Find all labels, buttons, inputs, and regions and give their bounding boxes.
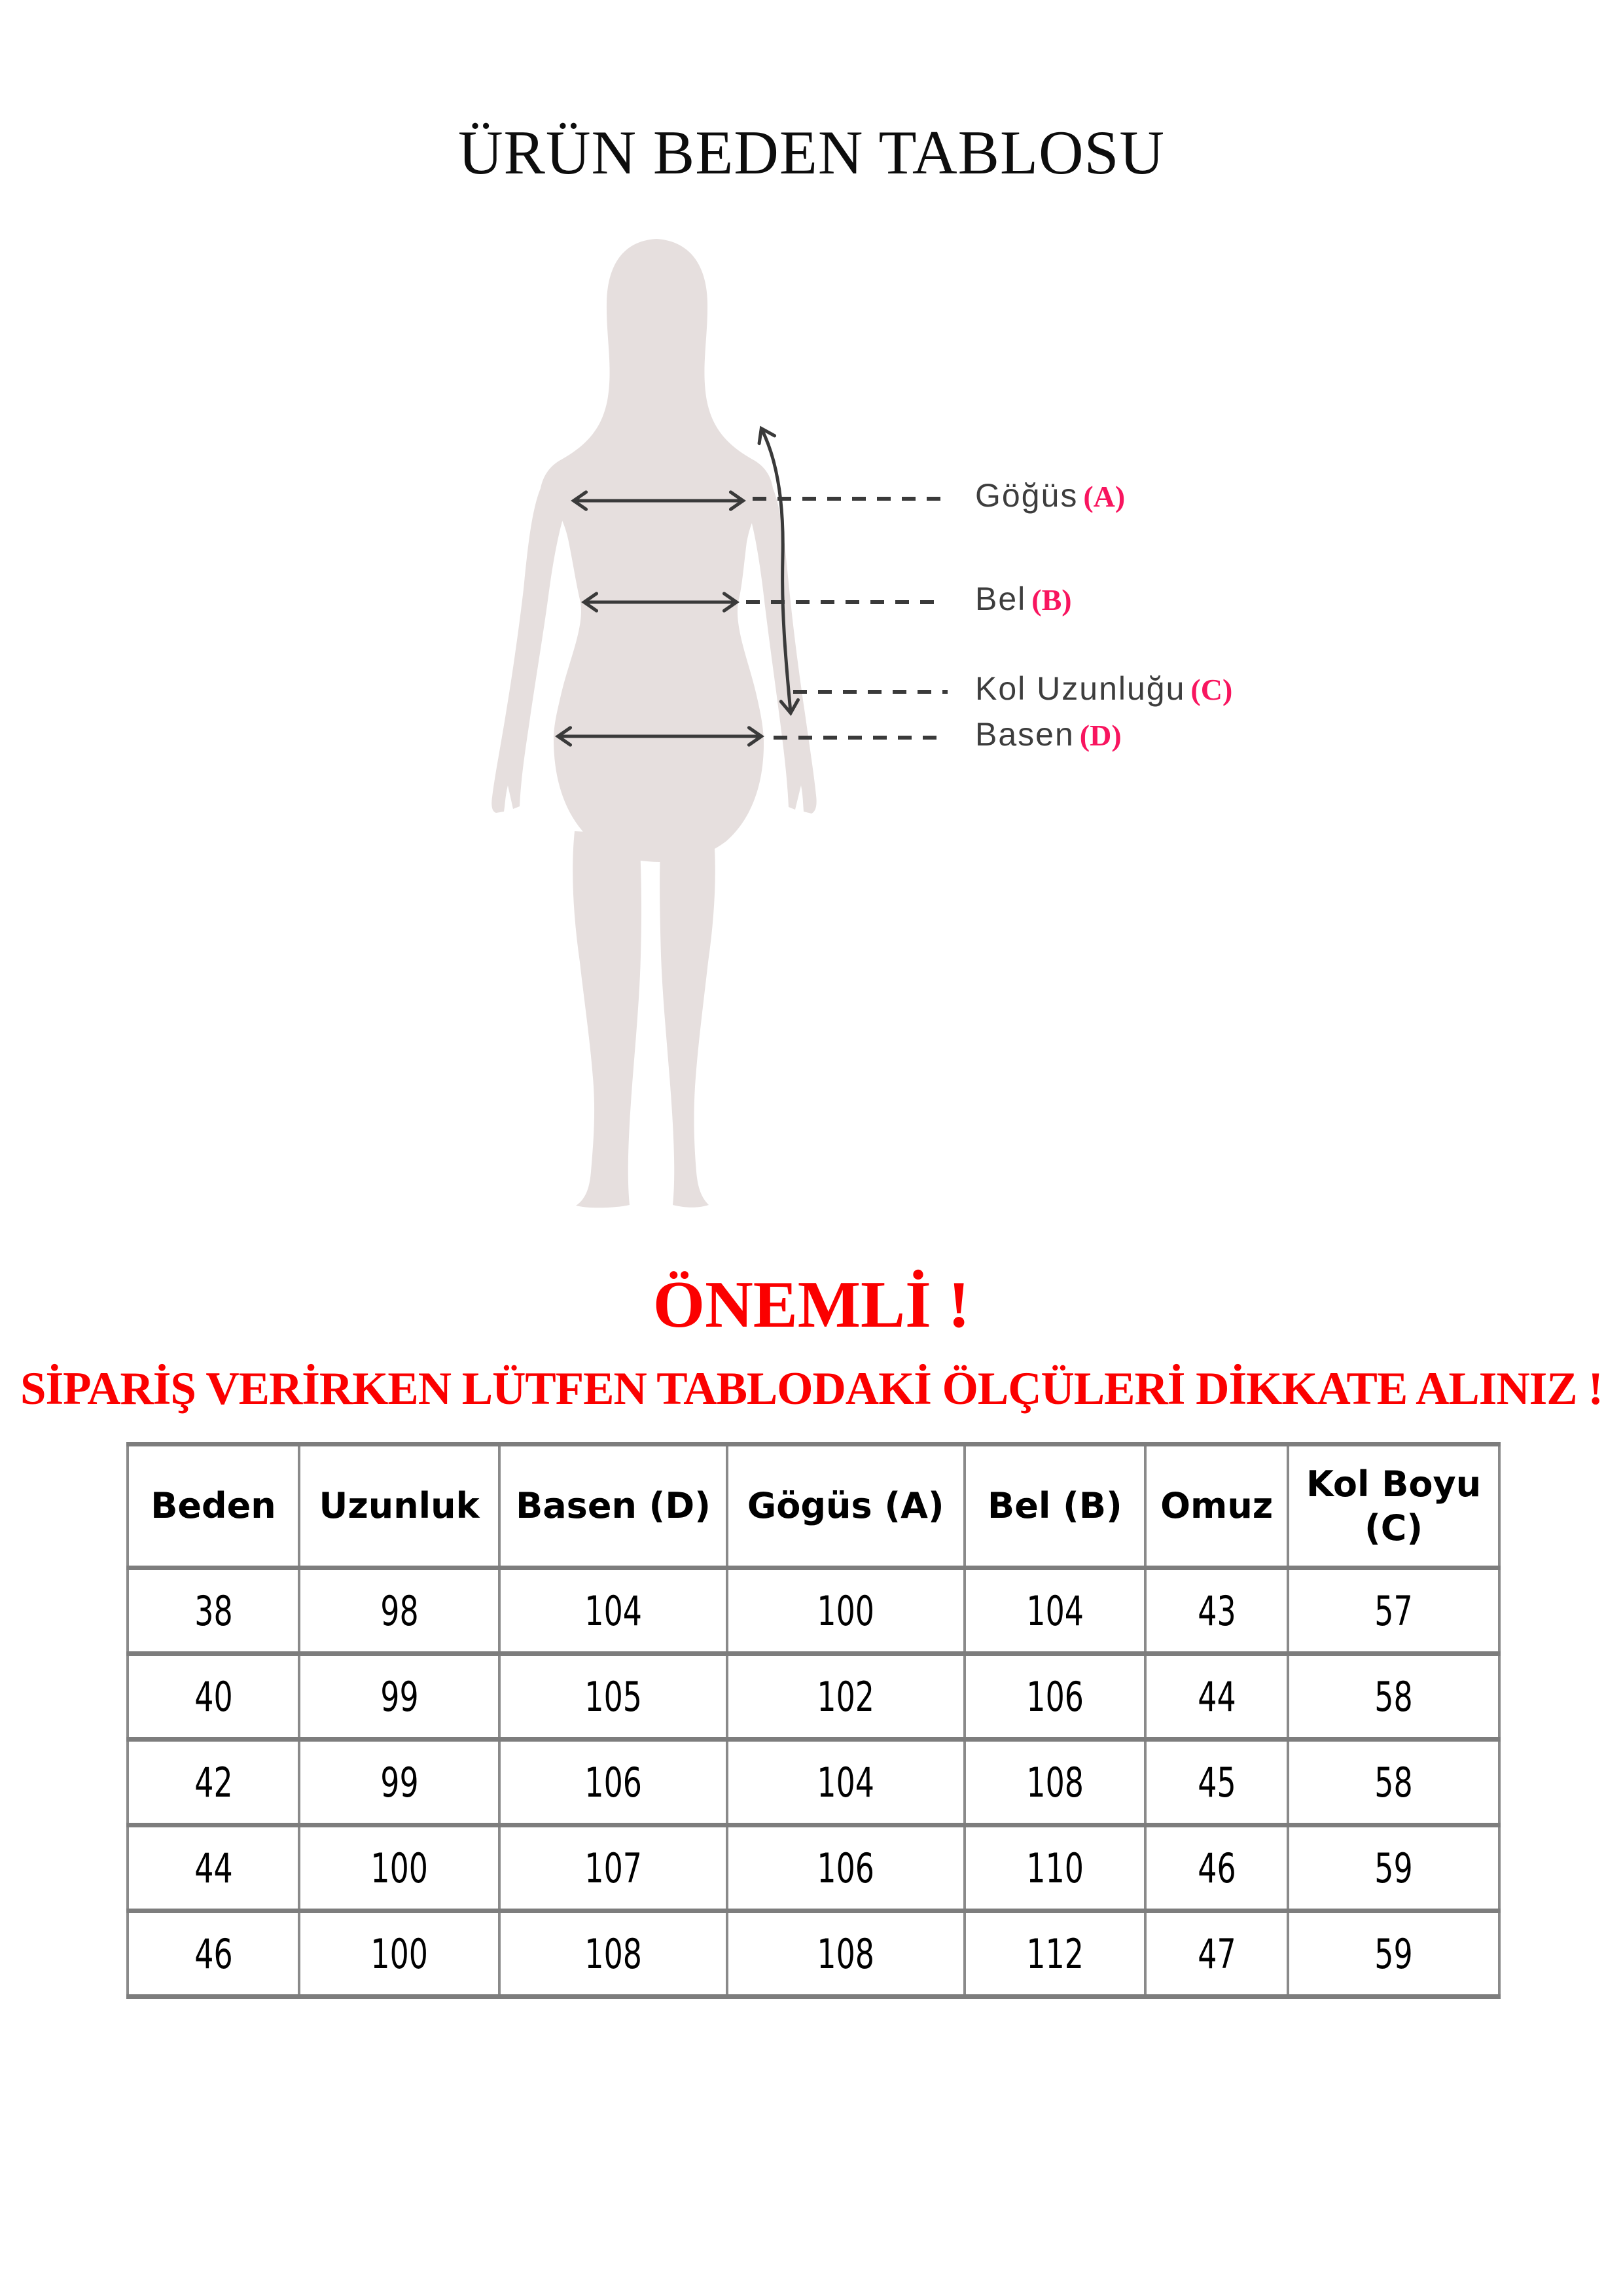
cell: 112 [965,1911,1146,1997]
table-row [128,1568,1499,1654]
body-silhouette [491,239,816,1208]
cell: 100 [299,1911,499,1997]
cell: 106 [965,1654,1146,1740]
measure-label-waist [975,580,1072,618]
measure-name: Bel [975,581,1027,617]
cell: 59 [1288,1911,1499,1997]
cell: 102 [727,1654,965,1740]
size-table-header-row [128,1444,1499,1568]
cell: 108 [499,1911,727,1997]
column-header-uzunluk: Uzunluk [299,1444,499,1568]
measure-label-arm-length [975,670,1232,708]
column-header-bel: Bel (B) [965,1444,1146,1568]
warning-heading: ÖNEMLİ ! [652,1268,971,1342]
column-header-kol-boyu: Kol Boyu (C) [1288,1444,1499,1568]
cell: 104 [965,1568,1146,1654]
cell: 110 [965,1825,1146,1911]
cell: 104 [727,1740,965,1825]
cell: 108 [965,1740,1146,1825]
table-row [128,1654,1499,1740]
cell: 99 [299,1740,499,1825]
cell: 104 [499,1568,727,1654]
cell: 106 [499,1740,727,1825]
warning-message: SİPARİŞ VERİRKEN LÜTFEN TABLODAKİ ÖLÇÜLERİ DİKKATE ALINIZ ! [20,1363,1603,1414]
cell: 59 [1288,1825,1499,1911]
measure-letter: (B) [1031,583,1072,617]
page-title: ÜRÜN BEDEN TABLOSU [457,118,1166,187]
cell: 46 [128,1911,299,1997]
cell: 106 [727,1825,965,1911]
cell: 58 [1288,1654,1499,1740]
cell: 40 [128,1654,299,1740]
measure-letter: (D) [1079,719,1122,752]
measure-letter: (A) [1083,480,1126,513]
measure-name: Göğüs [975,477,1079,514]
measure-letter: (C) [1190,673,1233,706]
cell: 100 [727,1568,965,1654]
cell: 58 [1288,1740,1499,1825]
column-header-beden: Beden [128,1444,299,1568]
measure-name: Basen [975,716,1075,753]
table-row [128,1825,1499,1911]
cell: 105 [499,1654,727,1740]
table-row [128,1911,1499,1997]
measure-name: Kol Uzunluğu [975,670,1186,707]
column-header-gogus: Gögüs (A) [727,1444,965,1568]
cell: 45 [1145,1740,1288,1825]
cell: 57 [1288,1568,1499,1654]
cell: 43 [1145,1568,1288,1654]
column-header-omuz: Omuz [1145,1444,1288,1568]
cell: 44 [128,1825,299,1911]
cell: 44 [1145,1654,1288,1740]
cell: 42 [128,1740,299,1825]
cell: 47 [1145,1911,1288,1997]
table-row [128,1740,1499,1825]
column-header-basen: Basen (D) [499,1444,727,1568]
size-table [126,1442,1501,1999]
cell: 99 [299,1654,499,1740]
cell: 46 [1145,1825,1288,1911]
cell: 108 [727,1911,965,1997]
cell: 107 [499,1825,727,1911]
body-measurement-diagram [393,216,1309,1244]
cell: 100 [299,1825,499,1911]
measure-label-chest [975,476,1125,514]
measure-label-hip [975,715,1122,753]
cell: 98 [299,1568,499,1654]
cell: 38 [128,1568,299,1654]
